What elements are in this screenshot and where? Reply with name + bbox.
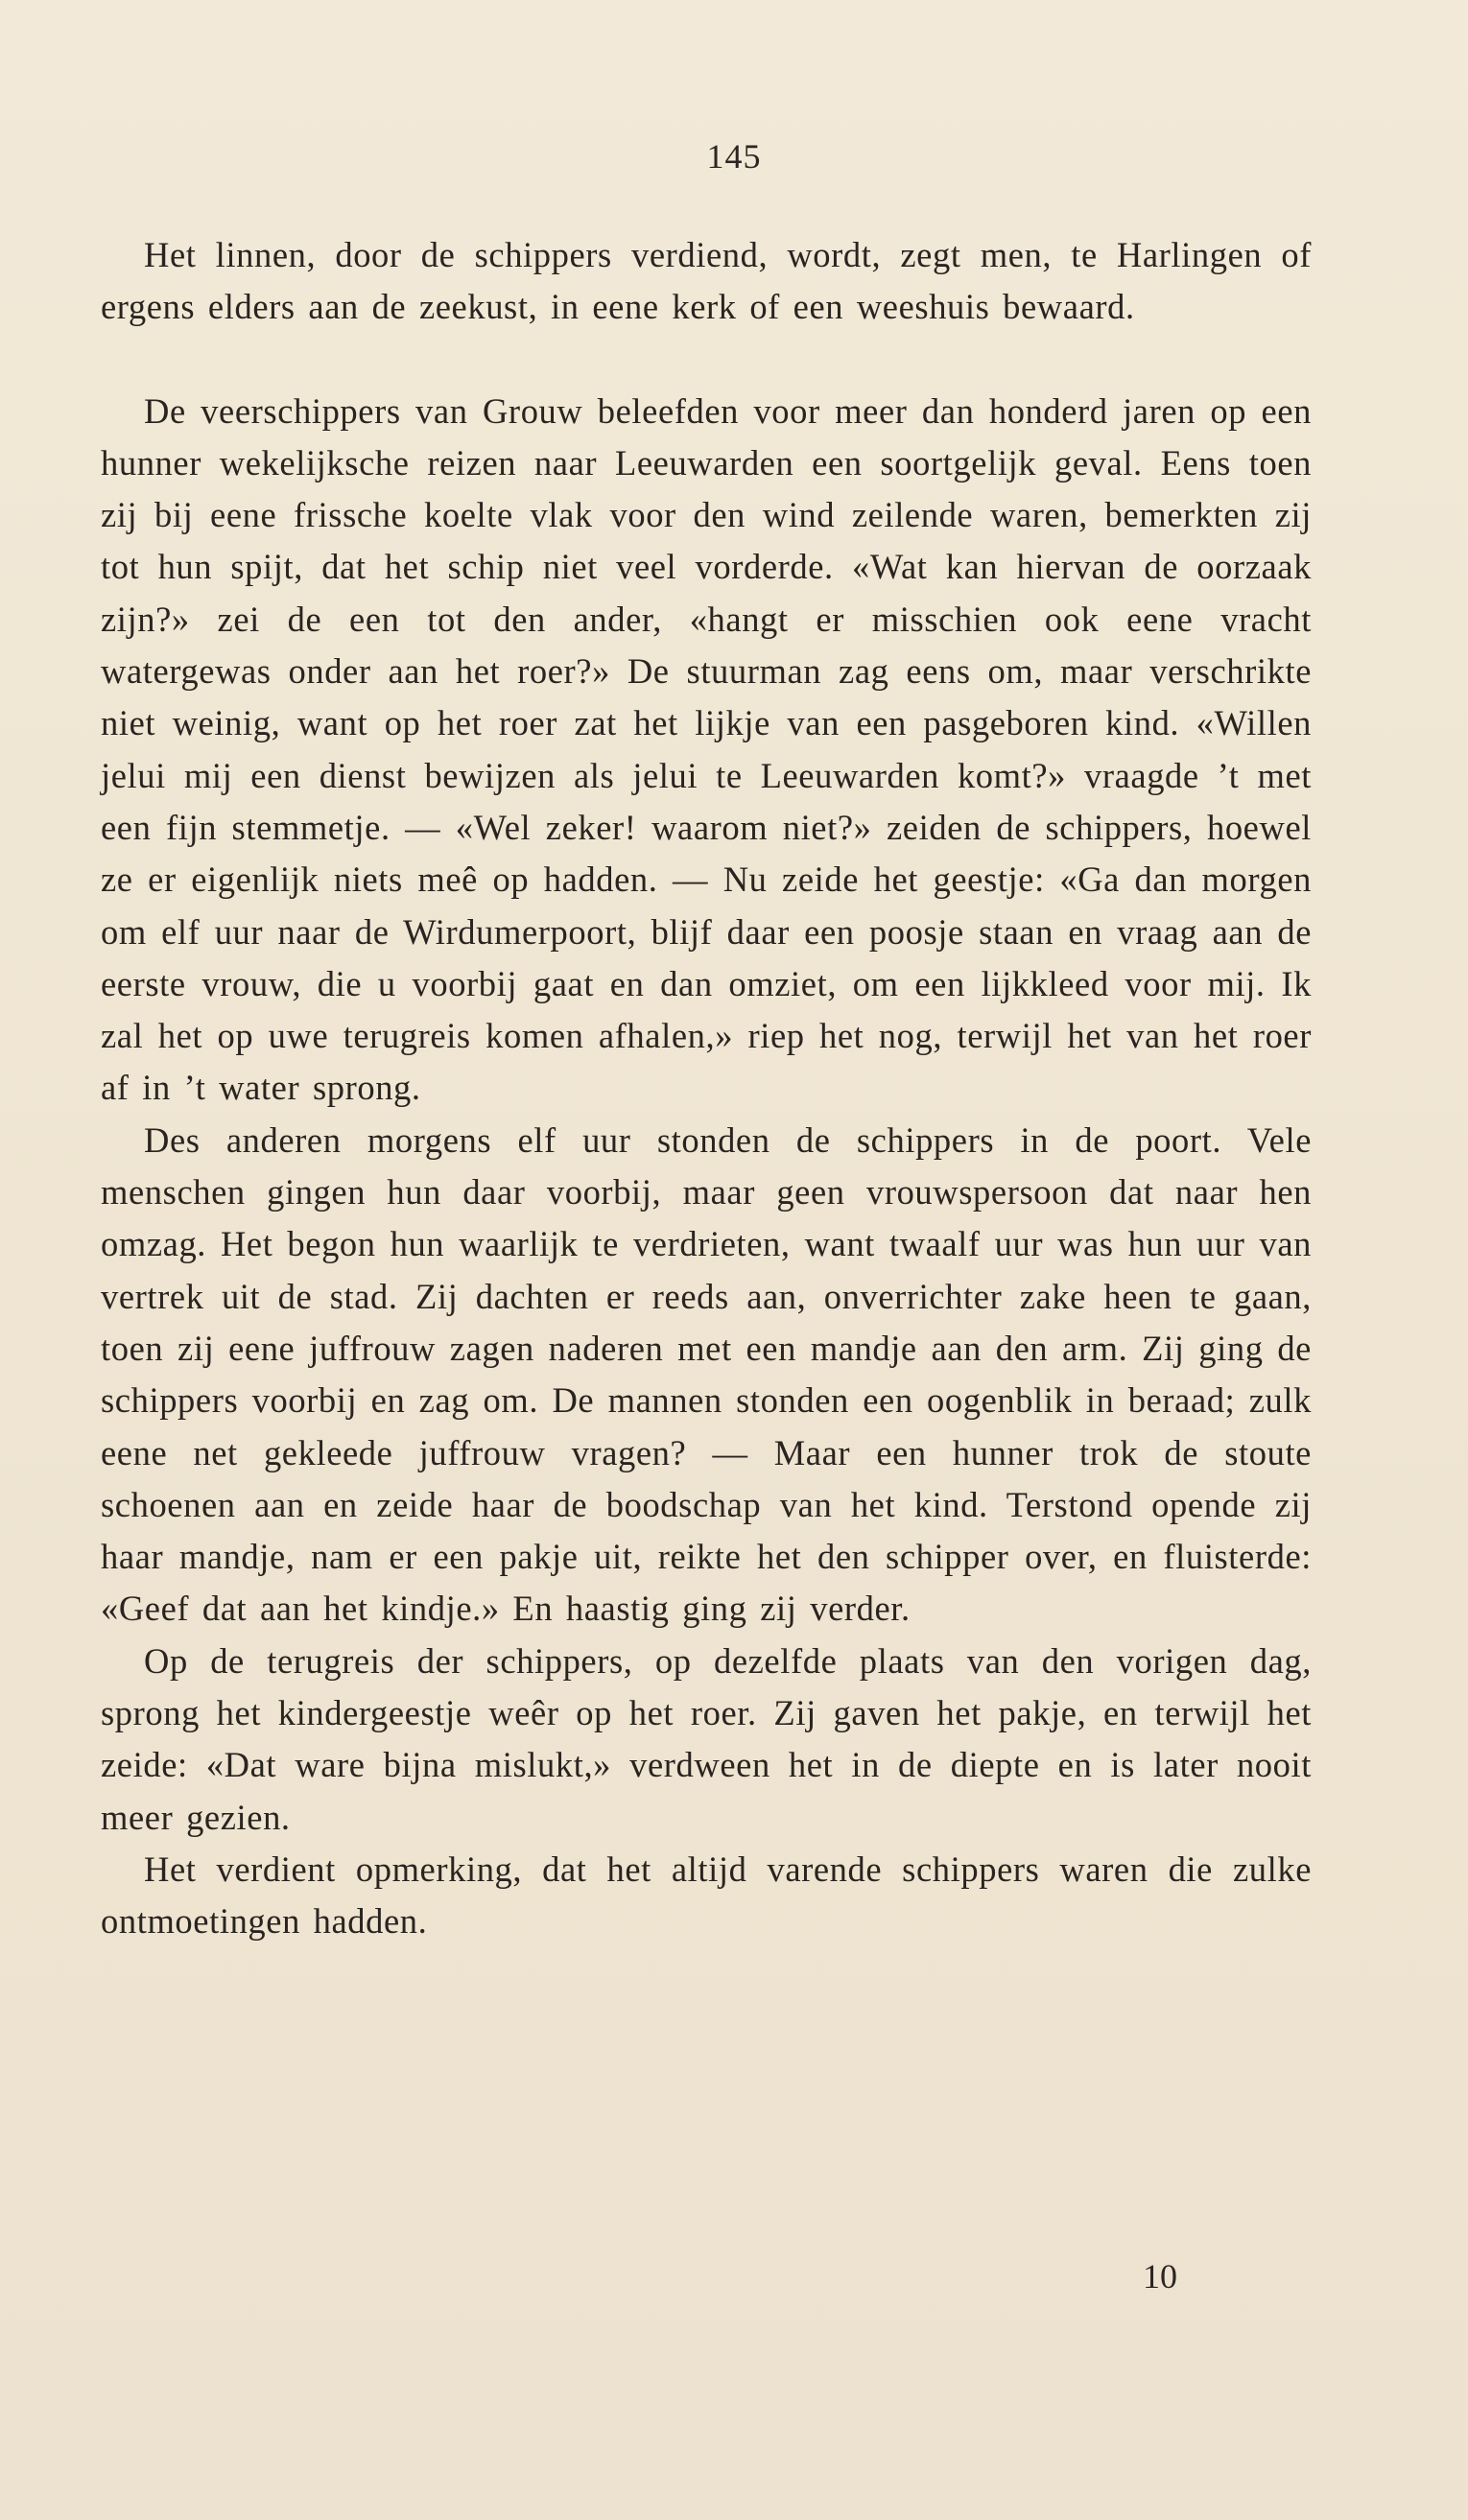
paragraph-linen: Het linnen, door de schippers verdiend, wordt, zegt men, te Harlingen of ergens elders aan de zeekust, in eene kerk of een weeshuis bewaard. bbox=[101, 235, 1312, 327]
paragraph-terugreis: Op de terugreis der schippers, op dezelfde plaats van den vorigen dag, sprong het kindergeestje weêr op het roer. Zij gaven het pakje, en terwijl het zeide: «Dat ware bijna mislukt,» verdween het in de diepte en is later nooit meer gezien. bbox=[101, 1640, 1312, 1837]
paragraph-opmerking: Het verdient opmerking, dat het altijd varende schippers waren die zulke ontmoetingen hadden. bbox=[101, 1849, 1312, 1942]
body-text bbox=[101, 229, 1312, 1948]
paragraph-morgen: Des anderen morgens elf uur stonden de schippers in de poort. Vele menschen gingen hun daar voorbij, maar geen vrouwspersoon dat naar hen omzag. Het begon hun waarlijk te verdrieten, want twaalf uur was hun uur van vertrek uit de stad. Zij dachten er reeds aan, onverrichter zake heen te gaan, toen zij eene juffrouw zagen naderen met een mandje aan den arm. Zij ging de schippers voorbij en zag om. De mannen stonden een oogenblik in beraad; zulk eene net gekleede juffrouw vragen? — Maar een hunner trok de stoute schoenen aan en zeide haar de boodschap van het kind. Terstond opende zij haar mandje, nam er een pakje uit, reikte het den schipper over, en fluisterde: «Geef dat aan het kindje.» En haastig ging zij verder. bbox=[101, 1119, 1312, 1629]
signature-mark: 10 bbox=[1143, 2257, 1177, 2296]
page-number: 145 bbox=[706, 137, 762, 176]
paragraph-veerschippers: De veerschippers van Grouw beleefden voor meer dan honderd jaren op een hunner wekelijksche reizen naar Leeuwarden een soortgelijk geval. Eens toen zij bij eene frissche koelte vlak voor den wind zeilende waren, bemerkten zij tot hun spijt, dat het schip niet veel vorderde. «Wat kan hiervan de oorzaak zijn?» zei de een tot den ander, «hangt er misschien ook eene vracht watergewas onder aan het roer?» De stuurman zag eens om, maar verschrikte niet weinig, want op het roer zat het lijkje van een pasgeboren kind. «Willen jelui mij een dienst bewijzen als jelui te Leeuwarden komt?» vraagde ’t met een fijn stemmetje. — «Wel zeker! waarom niet?» zeiden de schippers, hoewel ze er eigenlijk niets meê op hadden. — Nu zeide het geestje: «Ga dan morgen om elf uur naar de Wirdumerpoort, blijf daar een poosje staan en vraag aan de eerste vrouw, die u voorbij gaat en dan omziet, om een lijkkleed voor mij. Ik zal het op uwe terugreis komen afhalen,» riep het nog, terwijl het van het roer af in ’t water sprong. bbox=[101, 390, 1312, 1108]
